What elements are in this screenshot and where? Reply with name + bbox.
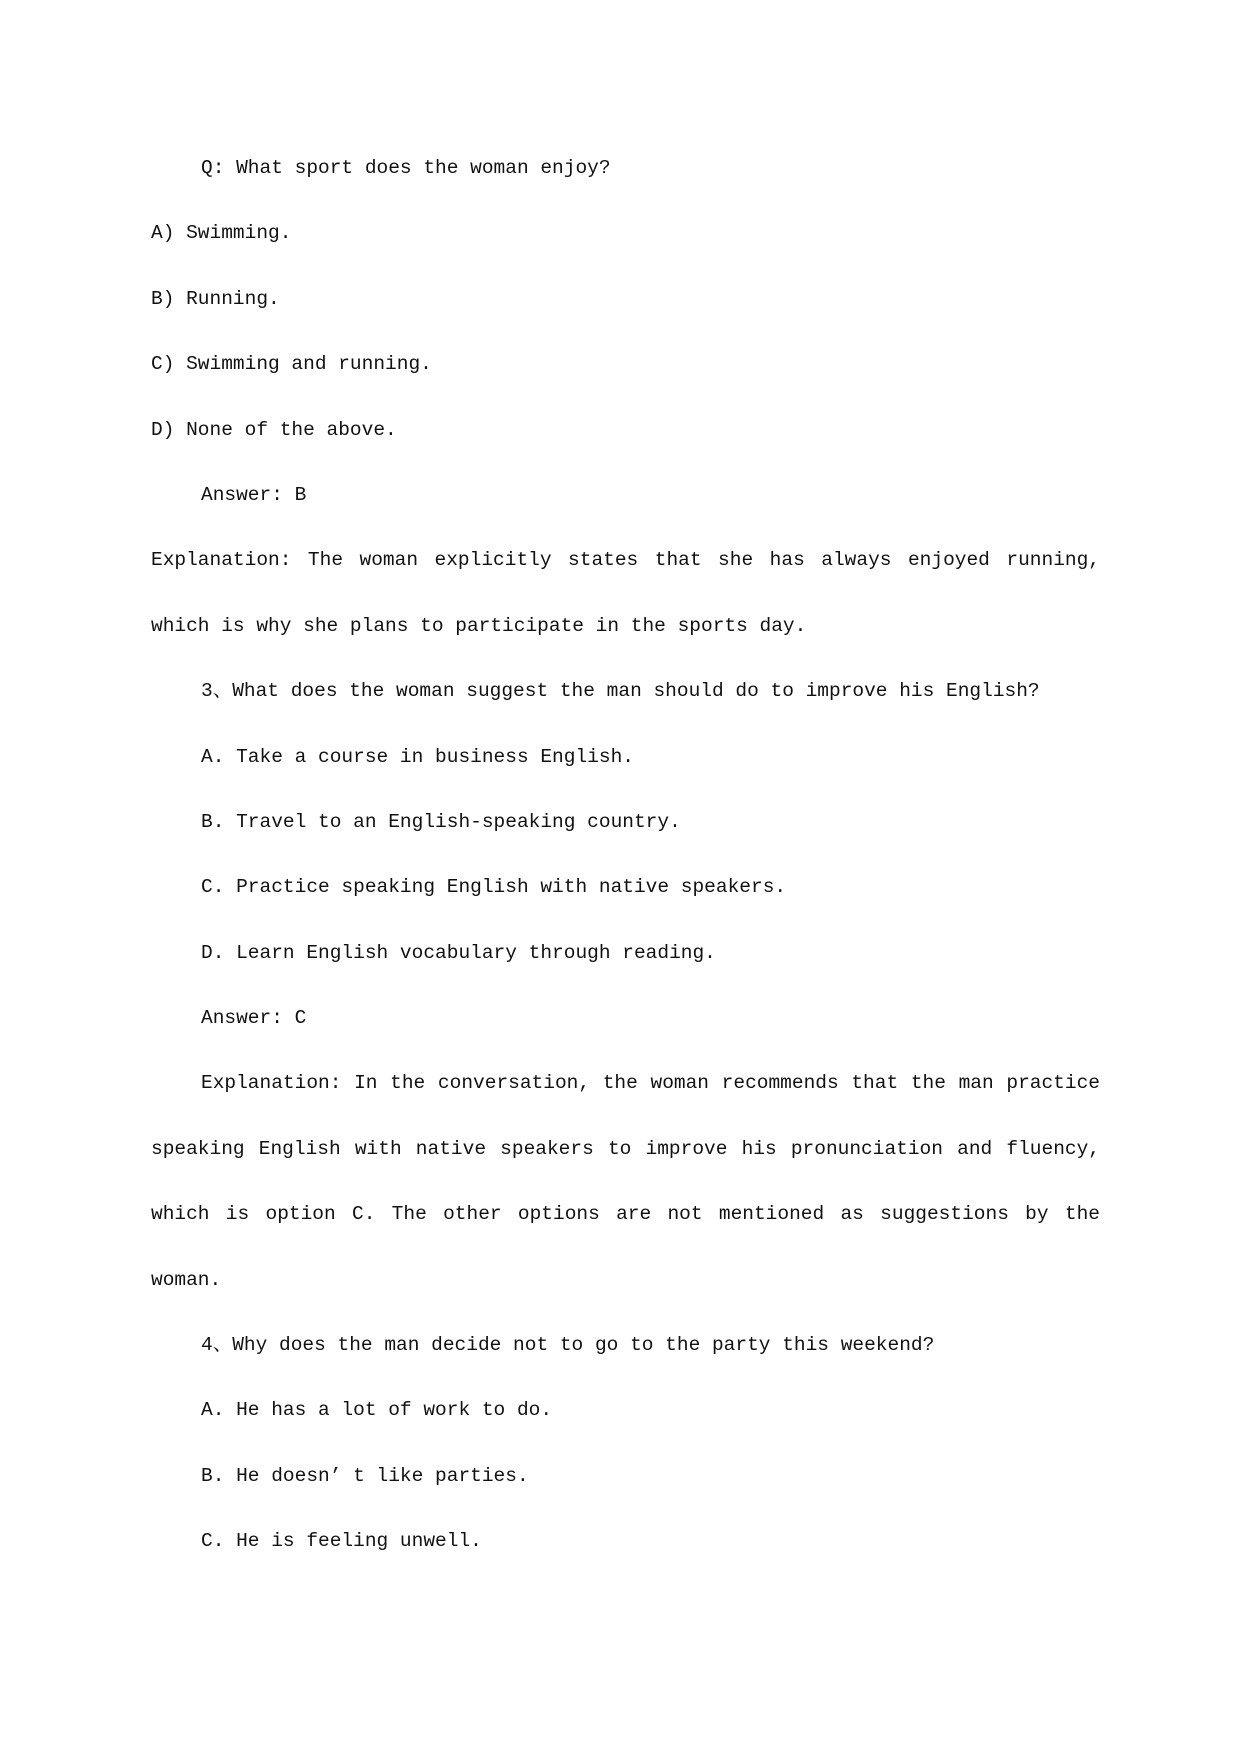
- question-4-text: 4、Why does the man decide not to go to the party this weekend?: [201, 1334, 935, 1357]
- question-2-option-d: D) None of the above.: [151, 418, 397, 441]
- question-2-explanation-line: Explanation: The woman explicitly states that she has always enjoyed running,: [151, 549, 1100, 572]
- question-2-option-a: A) Swimming.: [151, 222, 292, 245]
- question-3-explanation-line: speaking English with native speakers to improve his pronunciation and fluency,: [151, 1137, 1100, 1160]
- question-2-answer: Answer: B: [201, 483, 307, 506]
- document-body: [151, 136, 1100, 1575]
- question-3-explanation-line: Explanation: In the conversation, the woman recommends that the man practice: [201, 1072, 1100, 1095]
- question-4-option-c: C. He is feeling unwell.: [201, 1530, 482, 1553]
- question-3-answer: Answer: C: [201, 1007, 307, 1030]
- question-4-option-a: A. He has a lot of work to do.: [201, 1399, 553, 1422]
- question-3-option-d: D. Learn English vocabulary through reading.: [201, 941, 716, 964]
- question-2-text: Q: What sport does the woman enjoy?: [201, 157, 611, 179]
- question-3-explanation-line: woman.: [151, 1268, 222, 1291]
- question-3-option-c: C. Practice speaking English with native speakers.: [201, 876, 787, 899]
- question-3-explanation-line: which is option C. The other options are not mentioned as suggestions by the: [151, 1203, 1100, 1226]
- question-2-option-c: C) Swimming and running.: [151, 353, 432, 376]
- question-4-option-b: B. He doesn’ t like parties.: [201, 1464, 529, 1487]
- question-2-explanation-line: which is why she plans to participate in the sports day.: [151, 614, 807, 637]
- question-2-option-b: B) Running.: [151, 287, 280, 310]
- question-3-text: 3、What does the woman suggest the man should do to improve his English?: [201, 680, 1040, 703]
- question-3-option-a: A. Take a course in business English.: [201, 745, 634, 768]
- question-3-option-b: B. Travel to an English-speaking country.: [201, 810, 681, 833]
